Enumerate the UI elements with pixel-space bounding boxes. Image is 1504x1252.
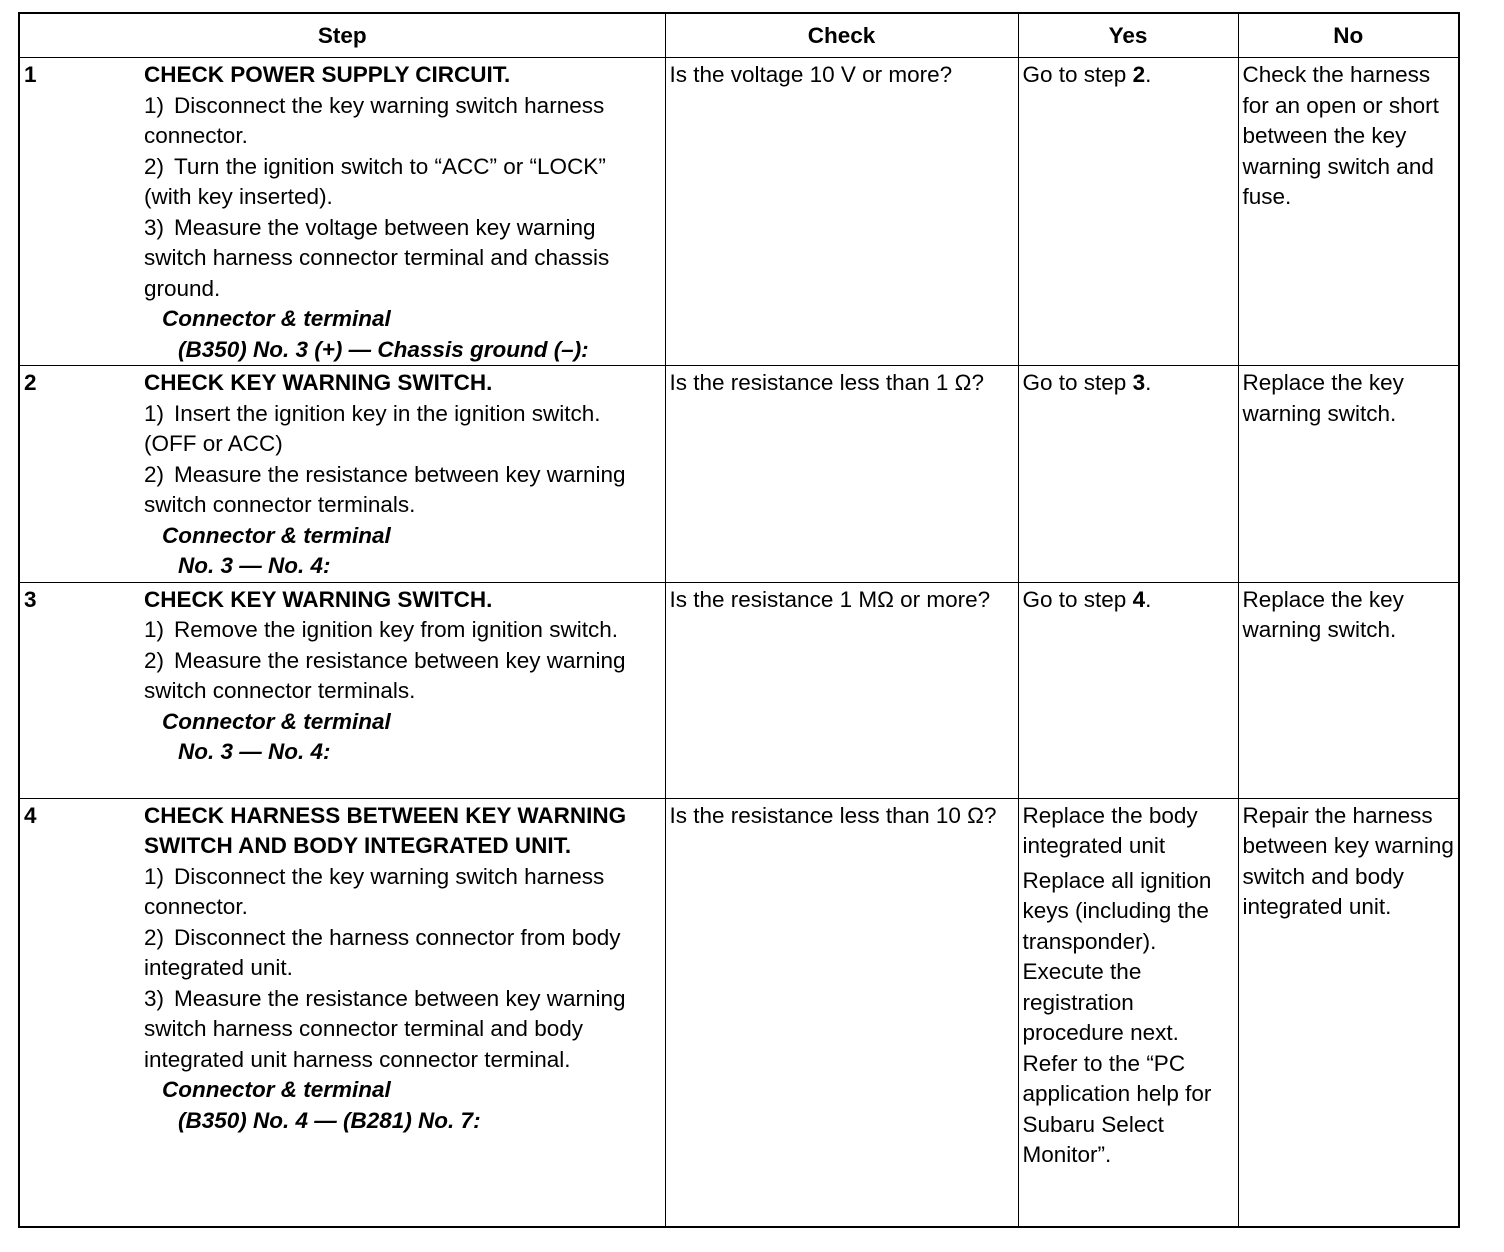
table-row xyxy=(19,798,1459,1227)
connector-spec: (B350) No. 3 (+) — Chassis ground (–): xyxy=(178,336,589,362)
step-number: 2 xyxy=(24,370,37,395)
step-instruction: 2) Measure the resistance between key warning switch connector terminals. xyxy=(144,461,626,517)
check-cell: Is the voltage 10 V or more? xyxy=(665,58,1018,366)
no-cell: Replace the key warning switch. xyxy=(1238,582,1459,798)
header-no: No xyxy=(1238,13,1459,58)
header-check: Check xyxy=(665,13,1018,58)
step-instruction: 3) Measure the resistance between key warning switch harness connector terminal and body integrated unit harness connector terminal. xyxy=(144,985,626,1072)
connector-label: Connector & terminal xyxy=(162,522,391,548)
yes-cell xyxy=(1018,798,1238,1227)
step-instruction: 2) Measure the resistance between key warning switch connector terminals. xyxy=(144,647,626,703)
step-instruction: 2) Turn the ignition switch to “ACC” or “LOCK” (with key inserted). xyxy=(144,153,606,209)
step-instruction: 1) Disconnect the key warning switch harness connector. xyxy=(144,863,605,919)
connector-label: Connector & terminal xyxy=(162,1077,391,1102)
connector-label: Connector & terminal xyxy=(162,306,391,331)
step-title: CHECK KEY WARNING SWITCH. xyxy=(144,370,493,395)
check-cell: Is the resistance 1 MΩ or more? xyxy=(665,582,1018,798)
connector-spec: No. 3 — No. 4: xyxy=(178,739,331,764)
step-number: 3 xyxy=(24,586,37,612)
connector-spec: No. 3 — No. 4: xyxy=(178,553,331,578)
table-row xyxy=(19,582,1459,798)
diagnostic-table xyxy=(18,12,1460,1228)
step-cell xyxy=(19,366,665,583)
step-number: 1 xyxy=(24,62,37,87)
step-cell xyxy=(19,58,665,366)
step-reference: 3 xyxy=(1132,370,1146,395)
check-cell: Is the resistance less than 1 Ω? xyxy=(665,366,1018,583)
yes-cell: Go to step 3. xyxy=(1018,366,1238,583)
header-row xyxy=(19,13,1459,58)
table-row xyxy=(19,366,1459,583)
header-yes: Yes xyxy=(1018,13,1238,58)
step-instruction: 1) Remove the ignition key from ignition switch. xyxy=(144,617,618,642)
step-instruction: 1) Disconnect the key warning switch harness connector. xyxy=(144,92,605,148)
connector-spec: (B350) No. 4 — (B281) No. 7: xyxy=(178,1107,481,1133)
yes-action: Replace the body integrated unit xyxy=(1022,802,1198,858)
step-cell xyxy=(19,798,665,1227)
yes-cell: Go to step 4. xyxy=(1018,582,1238,798)
step-instruction: 3) Measure the voltage between key warning switch harness connector terminal and chassis ground. xyxy=(144,214,610,301)
step-instruction: 2) Disconnect the harness connector from body integrated unit. xyxy=(144,924,621,980)
no-cell: Repair the harness between key warning switch and body integrated unit. xyxy=(1238,798,1459,1227)
table-row xyxy=(19,58,1459,366)
step-title: CHECK POWER SUPPLY CIRCUIT. xyxy=(144,62,511,87)
no-cell: Check the harness for an open or short between the key warning switch and fuse. xyxy=(1238,58,1459,366)
step-title: CHECK KEY WARNING SWITCH. xyxy=(144,586,493,612)
step-reference: 4 xyxy=(1132,586,1146,612)
yes-action: Replace all ignition keys (including the transponder). Execute the registration procedure next. Refer to the “PC application help for Subaru Select Monitor”. xyxy=(1022,867,1212,1167)
yes-cell: Go to step 2. xyxy=(1018,58,1238,366)
connector-label: Connector & terminal xyxy=(162,708,391,734)
check-cell: Is the resistance less than 10 Ω? xyxy=(665,798,1018,1227)
no-cell: Replace the key warning switch. xyxy=(1238,366,1459,583)
step-cell xyxy=(19,582,665,798)
step-number: 4 xyxy=(24,802,37,828)
header-step: Step xyxy=(19,13,665,58)
step-reference: 2 xyxy=(1132,62,1146,87)
step-title: CHECK HARNESS BETWEEN KEY WARNING SWITCH AND BODY INTEGRATED UNIT. xyxy=(144,802,627,858)
step-instruction: 1) Insert the ignition key in the ignition switch. (OFF or ACC) xyxy=(144,400,601,456)
